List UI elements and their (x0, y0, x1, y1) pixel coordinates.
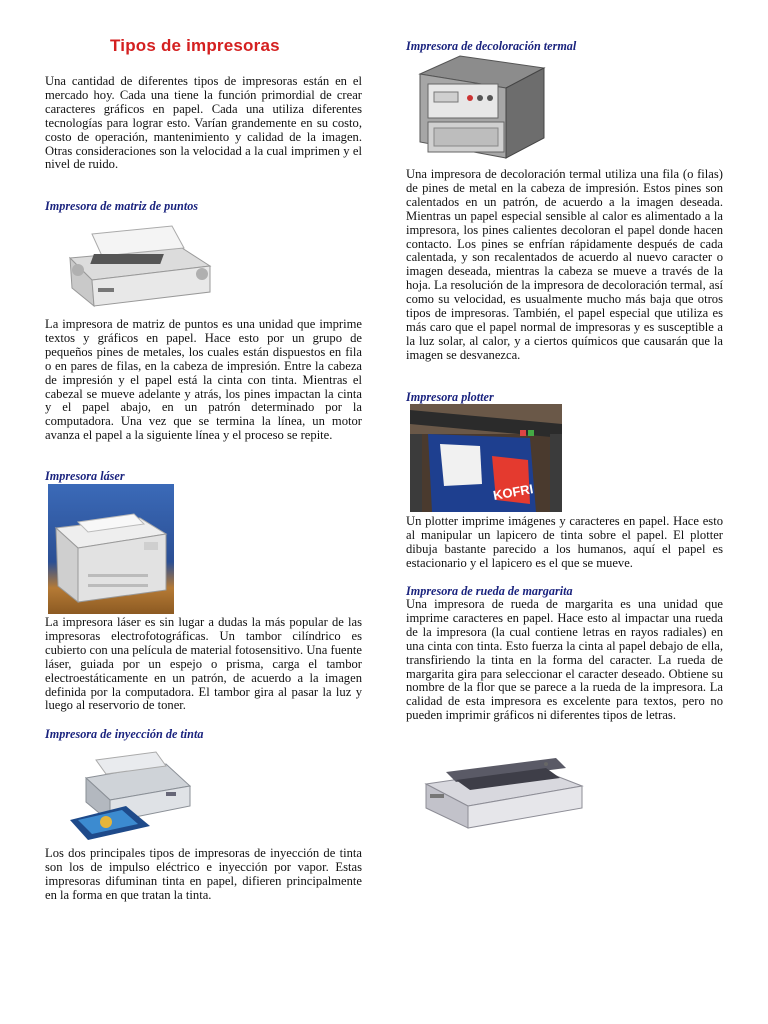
inkjet-printer-photo (66, 748, 192, 840)
daisy-wheel-printer-photo (416, 754, 586, 832)
matriz-paragraph: La impresora de matriz de puntos es una unidad que imprime textos y gráficos en papel. Hace esto por un grupo de pequeños pines de metales, los cuales están dispuestos en fila o en pares de filas, en la cabeza de impresión. Entre la cabeza de impresión y el papel está la cinta con tinta. Mientras el cabezal se mueve adelante y atrás, los pines impactan la cinta y el papel abajo, en un patrón determinado por la computadora. Una vez que se termina la línea, un motor avanza el papel a la siguiente línea y el proceso se repite. (45, 317, 362, 443)
plotter-photo (410, 404, 562, 512)
plotter-image-text: KOFRI (491, 481, 535, 503)
page-title: Tipos de impresoras (110, 36, 280, 55)
plotter-paragraph: Un plotter imprime imágenes y caracteres en papel. Hace esto al manipular un lapicero de tinta sobre el papel. El plotter dibuja bastante parecido a los humanos, aquí el papel es estacionario y el lapicero es el que se mueve. (406, 514, 723, 570)
margarita-paragraph: Una impresora de rueda de margarita es una unidad que imprime caracteres en papel. Hace esto al impactar una rueda de la impresora (la cual contiene letras en rayos radiales) en una cinta con tinta. Esto fuerza la cinta al papel debajo de ella, transfiriendo la tinta en la forma del caracter. La rueda de margarita gira para seleccionar el caracter deseado. Obtiene su nombre de la flor que se parece a la rueda de la impresora. La calidad de esta impresora es excelente para textos, pero no pueden imprimir gráficos ni diferentes tipos de letras. (406, 597, 723, 723)
heading-laser: Impresora láser (45, 469, 125, 483)
inyeccion-paragraph: Los dos principales tipos de impresoras de inyección de tinta son los de impulso eléctrico e inyección por vapor. Estas impresoras difuminan tinta en papel, difieren principalmente en la forma en que tratan la tinta. (45, 846, 362, 902)
intro-paragraph: Una cantidad de diferentes tipos de impresoras están en el mercado hoy. Cada una tiene la función primordial de crear caracteres gráficos en papel. Cada una utiliza diferentes tecnologías para lograr esto. Varían grandemente en su costo, costo de operación, mantenimiento y calidad de la imagen. Otras consideraciones son la velocidad a la cual imprimen y el nivel de ruido. (45, 74, 362, 172)
thermal-printer-photo (410, 54, 546, 166)
laser-printer-photo (48, 484, 174, 614)
heading-matriz: Impresora de matriz de puntos (45, 199, 199, 213)
heading-margarita: Impresora de rueda de margarita (406, 584, 573, 598)
dot-matrix-printer-photo (52, 218, 214, 316)
laser-paragraph: La impresora láser es sin lugar a dudas la más popular de las impresoras electrofotográficas. Un tambor cilíndrico es cubierto con una película de material fotosensitivo. Una fuente láser, guiada por un espejo o prisma, carga el tambor electroestáticamente en un patrón, de acuerdo a la imagen definida por la computadora. El tambor gira al pasar la luz y luego al reservorio de toner. (45, 615, 362, 713)
heading-plotter: Impresora plotter (406, 390, 494, 404)
termal-paragraph: Una impresora de decoloración termal utiliza una fila (o filas) de pines de metal en la cabeza de impresión. Estos pines son calentados en un patrón, de acuerdo a la imagen deseada. Mientras un papel especial sensible al calor es alimentado a la impresora, los pines calientes decoloran el papel donde hacen contacto. Los pines se enfrían rápidamente después de cada calentada, y son recalentados de acuerdo al nuevo caracter o imagen deseada, mientras la cabeza se mueve a través de la hoja. La resolución de la impresora de decoloración termal, así como su velocidad, es usualmente mucho más baja que otros tipos de impresoras. También, el papel especial que utiliza es más caro que el papel normal de impresoras y es susceptible a la luz solar, al calor, y a ciertos químicos que causarán que la imagen se desvanezca. (406, 167, 723, 362)
heading-termal: Impresora de decoloración termal (406, 39, 577, 53)
heading-inyeccion: Impresora de inyección de tinta (45, 727, 204, 741)
